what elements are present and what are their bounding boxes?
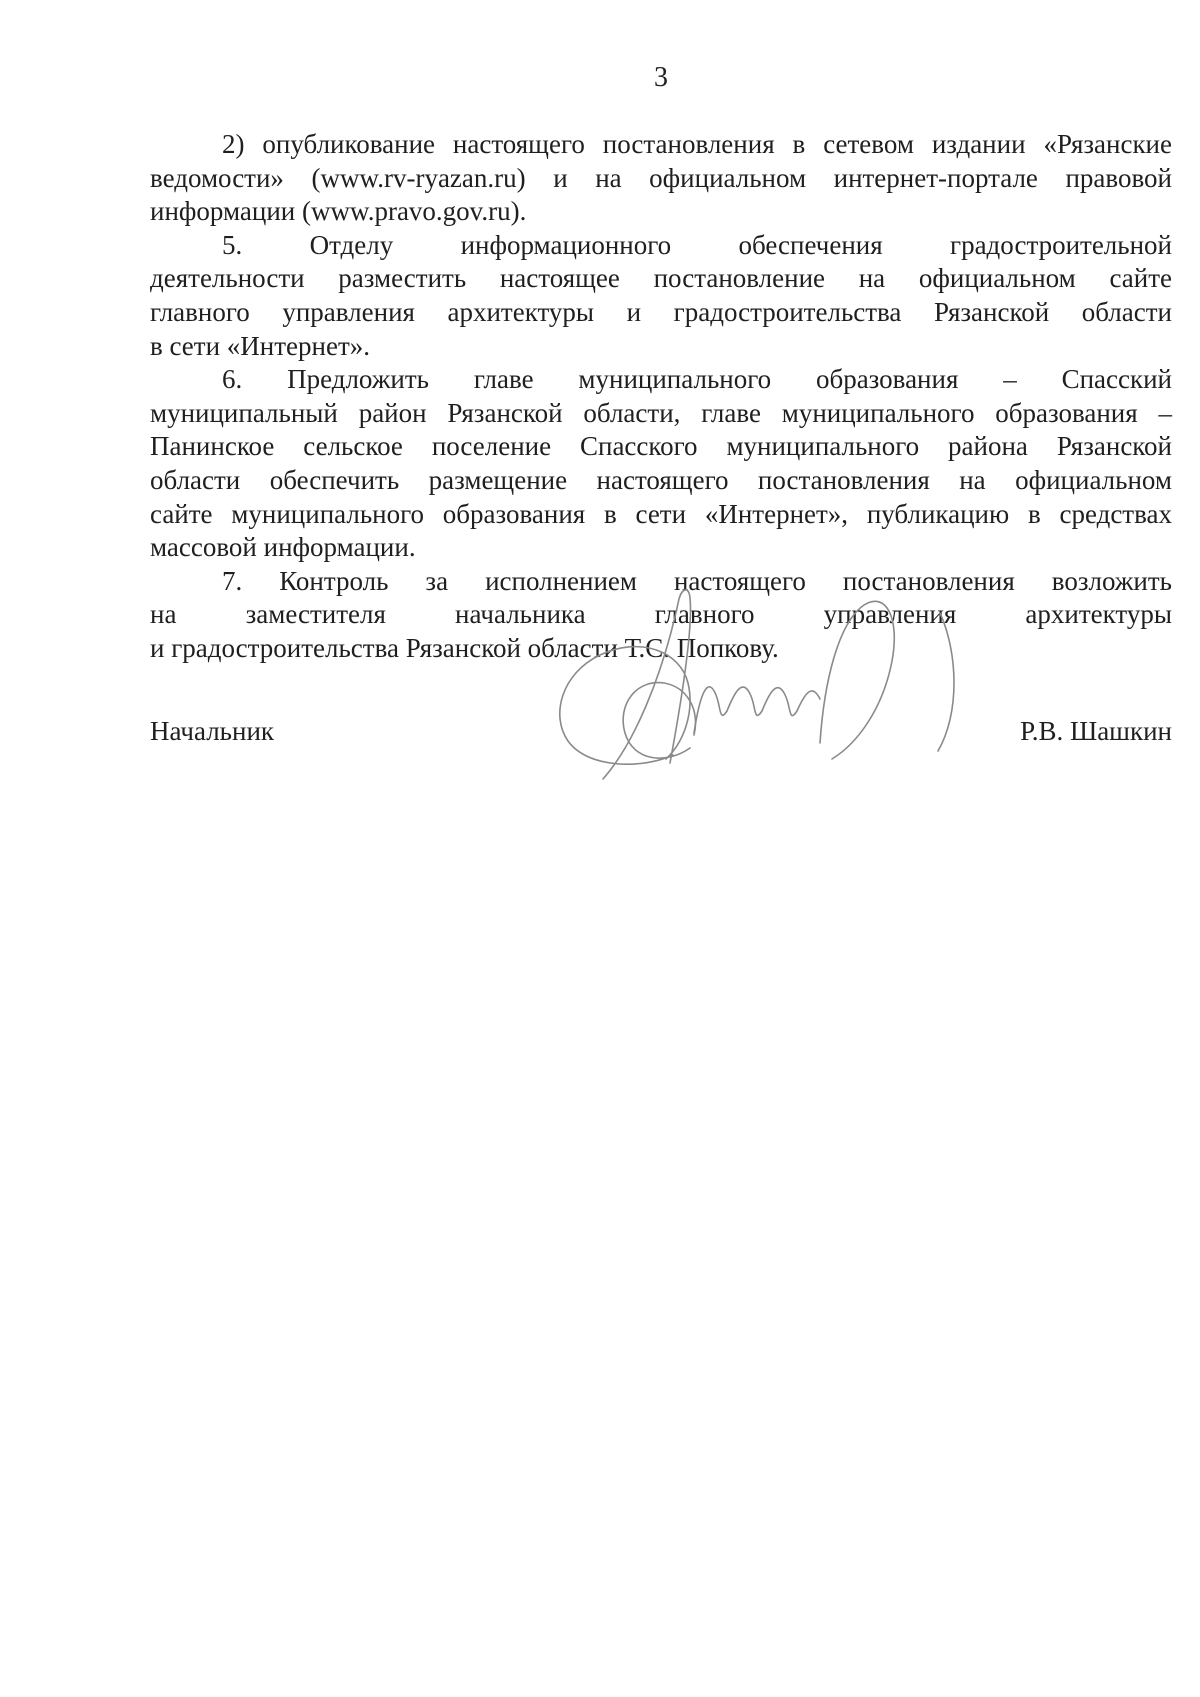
- text-line: массовой информации.: [150, 532, 416, 563]
- text-line: информации (www.pravo.gov.ru).: [150, 196, 527, 227]
- text-line: в сети «Интернет».: [150, 330, 371, 361]
- page-number: 3: [654, 62, 668, 93]
- text-line: деятельности разместить настоящее постановление на официальном сайте: [150, 263, 1172, 294]
- text-line: сайте муниципального образования в сети «Интернет», публикацию в средствах: [150, 498, 1172, 529]
- paragraph-item-7: [150, 565, 1172, 666]
- paragraph-item-6: [150, 363, 1172, 565]
- signature-block: [150, 716, 1172, 747]
- signatory-name: Р.В. Шашкин: [1020, 716, 1172, 746]
- text-line: 2) опубликование настоящего постановления в сетевом издании «Рязанские: [222, 129, 1172, 159]
- text-line: Панинское сельское поселение Спасского муниципального района Рязанской: [150, 431, 1172, 462]
- text-line: 6. Предложить главе муниципального образования – Спасский: [222, 364, 1172, 395]
- text-line: муниципальный район Рязанской области, главе муниципального образования –: [150, 397, 1172, 428]
- text-line: 5. Отделу информационного обеспечения градостроительной: [222, 229, 1172, 260]
- text-line: на заместителя начальника главного управления архитектуры: [150, 599, 1172, 630]
- document-body: [150, 128, 1172, 666]
- text-line: ведомости» (www.rv-ryazan.ru) и на официальном интернет-портале правовой: [150, 162, 1172, 193]
- text-line: и градостроительства Рязанской области Т.С. Попкову.: [150, 632, 779, 663]
- text-line: 7. Контроль за исполнением настоящего постановления возложить: [222, 565, 1172, 596]
- text-line: главного управления архитектуры и градостроительства Рязанской области: [150, 296, 1172, 327]
- paragraph-item-2: [150, 128, 1172, 229]
- paragraph-item-5: [150, 229, 1172, 363]
- text-line: области обеспечить размещение настоящего постановления на официальном: [150, 464, 1172, 495]
- signatory-position: Начальник: [150, 716, 275, 746]
